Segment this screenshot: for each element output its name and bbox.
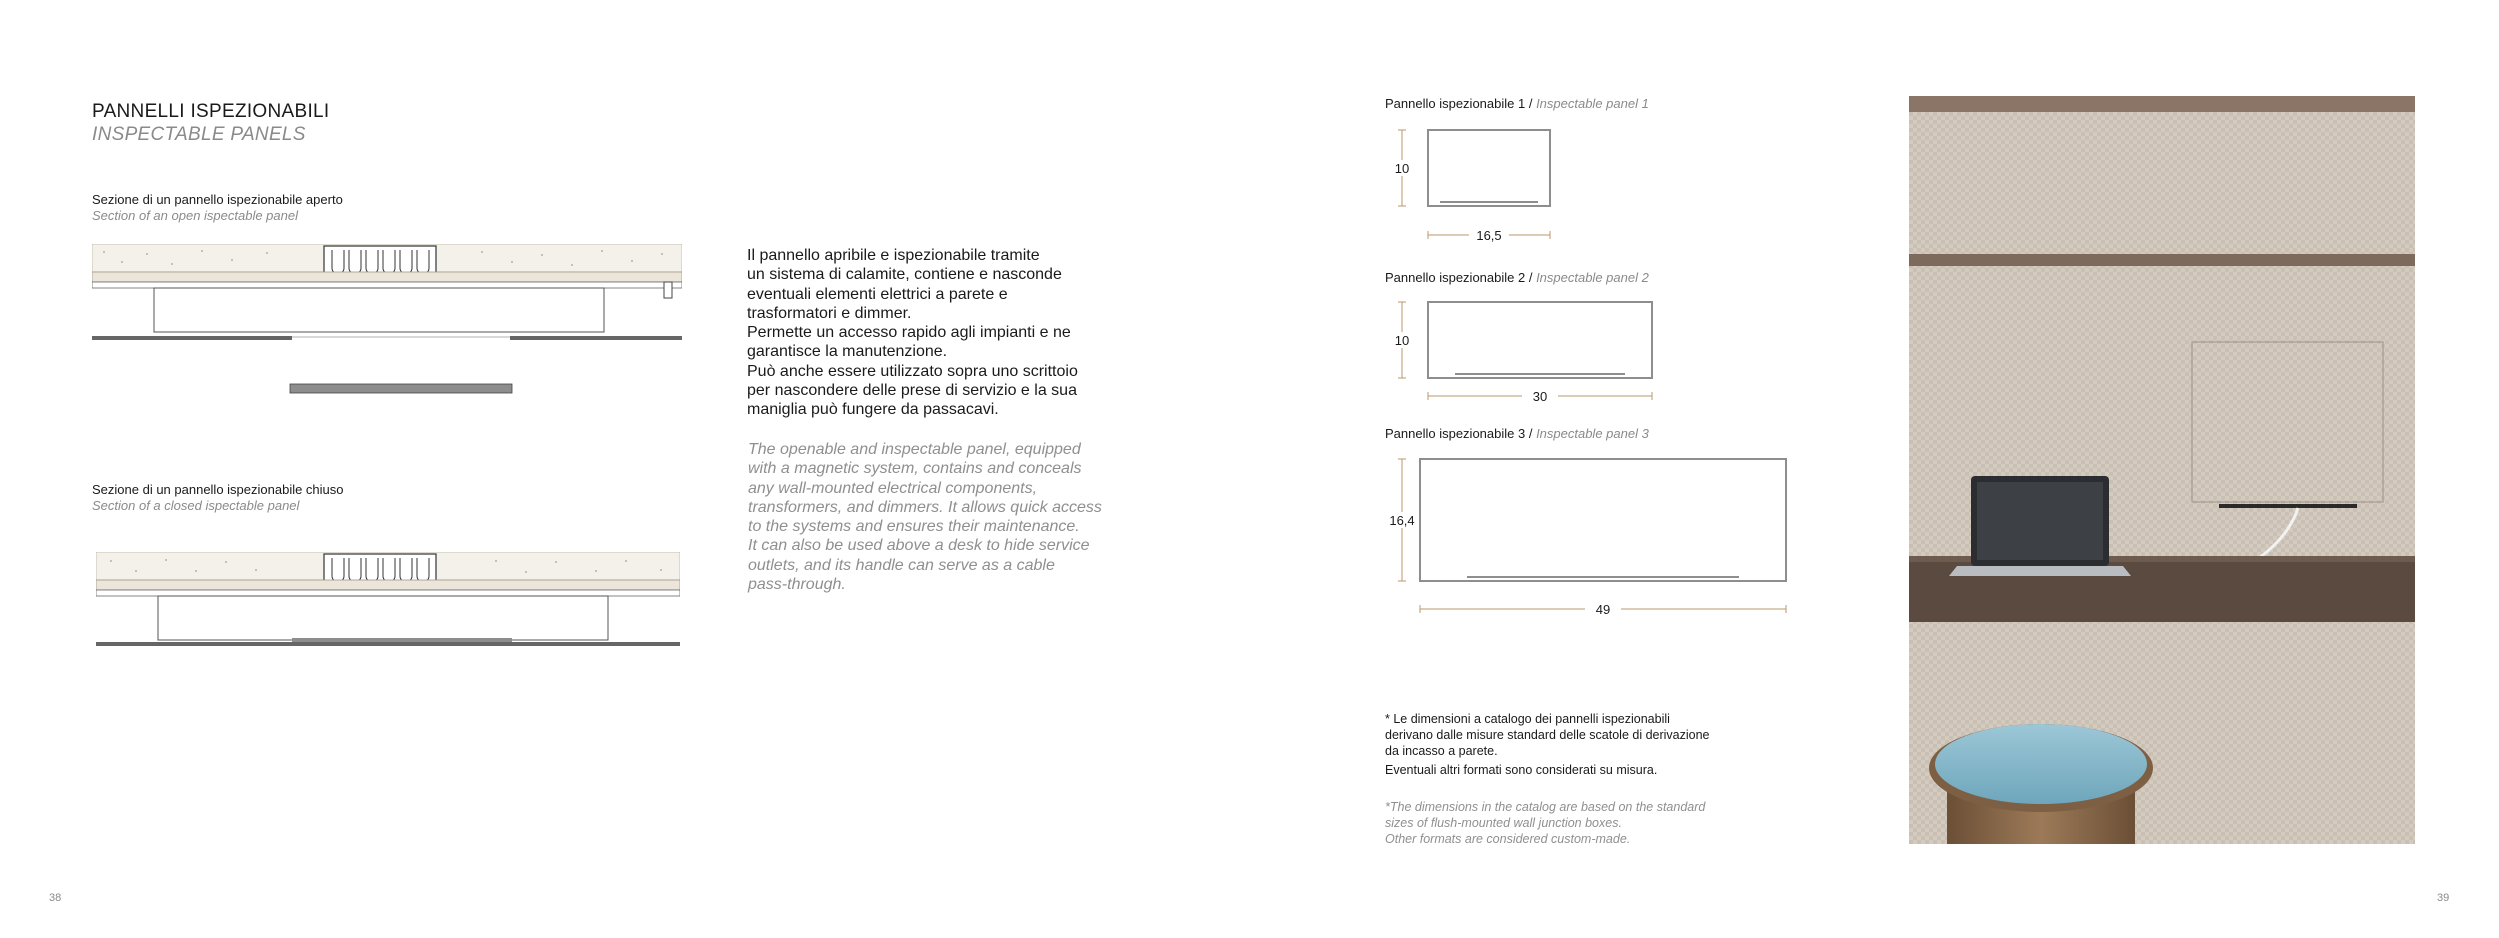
description-en-line: The openable and inspectable panel, equipped bbox=[748, 441, 1081, 458]
panel-2-height-label: 10 bbox=[1394, 333, 1410, 348]
closed-panel-face bbox=[96, 642, 680, 646]
detached-panel bbox=[290, 384, 512, 393]
description-it-line: Il pannello apribile e ispezionabile tramite bbox=[747, 247, 1040, 264]
panel-handle-slot bbox=[2219, 504, 2357, 508]
section-closed-label-en: Section of a closed ispectable panel bbox=[92, 498, 300, 513]
panel-1-width-label: 16,5 bbox=[1476, 228, 1502, 243]
description-it-line: eventuali elementi elettrici a parete e bbox=[747, 285, 1008, 303]
description-en-line: any wall-mounted electrical components, bbox=[748, 479, 1038, 497]
panel-cavity bbox=[154, 288, 604, 332]
description-it-line: trasformatori e dimmer. bbox=[747, 304, 912, 322]
panel-2-diagram bbox=[1385, 294, 1665, 408]
page-title: PANNELLI ISPEZIONABILI bbox=[92, 101, 330, 122]
description-en-line: transformers, and dimmers. It allows quick access bbox=[748, 498, 1102, 516]
description-en-line: to the systems and ensures their maintenance. bbox=[748, 518, 1080, 536]
top-shelf bbox=[1909, 96, 2415, 112]
description-en bbox=[748, 440, 1102, 594]
description-it-line: per nascondere delle prese di servizio e la sua bbox=[747, 382, 1077, 400]
laptop-base bbox=[1949, 566, 2131, 576]
section-open-caption bbox=[92, 192, 343, 224]
section-closed-caption bbox=[92, 482, 344, 514]
panel-2-title: Pannello ispezionabile 2 / Inspectable panel 2 bbox=[1385, 270, 1649, 285]
note-it bbox=[1385, 711, 1710, 778]
panel-1-title: Pannello ispezionabile 1 / Inspectable panel 1 bbox=[1385, 96, 1649, 111]
panel-2-frame bbox=[1428, 302, 1652, 378]
description-en-line: It can also be used above a desk to hide service bbox=[748, 537, 1090, 555]
description-it-line: Può anche essere utilizzato sopra uno scrittoio bbox=[747, 362, 1078, 380]
interior-photo bbox=[1909, 96, 2415, 844]
panel-3-diagram bbox=[1385, 452, 1795, 626]
panel-cavity bbox=[158, 596, 608, 640]
edge-profile bbox=[664, 282, 672, 298]
panel-3-title: Pannello ispezionabile 3 / Inspectable panel 3 bbox=[1385, 426, 1649, 441]
panel-2-title-it: Pannello ispezionabile 2 bbox=[1385, 270, 1526, 285]
panel-3-width-label: 49 bbox=[1595, 602, 1611, 617]
panel-2-title-en: Inspectable panel 2 bbox=[1536, 270, 1649, 285]
description-it bbox=[747, 246, 1078, 420]
section-closed-label: Sezione di un pannello ispezionabile chiuso bbox=[92, 482, 344, 497]
panel-handle bbox=[292, 638, 512, 642]
frame-rail bbox=[92, 282, 682, 288]
panel-3-title-en: Inspectable panel 3 bbox=[1536, 426, 1649, 441]
page-title-block bbox=[92, 100, 330, 146]
closed-panel-section-drawing bbox=[96, 552, 680, 662]
panel-1-title-it: Pannello ispezionabile 1 bbox=[1385, 96, 1526, 111]
panel-3-title-it: Pannello ispezionabile 3 bbox=[1385, 426, 1526, 441]
panel-1-frame bbox=[1428, 130, 1550, 206]
panel-1-diagram bbox=[1385, 120, 1565, 250]
middle-shelf bbox=[1909, 254, 2415, 266]
frame-top bbox=[92, 272, 682, 282]
panel-3-height-label: 16,4 bbox=[1389, 513, 1415, 528]
panel-right-leaf bbox=[510, 336, 682, 340]
frame-rail bbox=[96, 590, 680, 596]
frame-top bbox=[96, 580, 680, 590]
panel-left-leaf bbox=[92, 336, 292, 340]
note-it-line: derivano dalle misure standard delle scatole di derivazione bbox=[1385, 728, 1710, 742]
pouf-cushion bbox=[1935, 724, 2147, 804]
note-en bbox=[1385, 799, 1705, 847]
description-en-line: pass-through. bbox=[748, 576, 846, 594]
panel-1-title-en: Inspectable panel 1 bbox=[1536, 96, 1649, 111]
note-it-line: * Le dimensioni a catalogo dei pannelli ispezionabili bbox=[1385, 712, 1670, 726]
panel-1-height-label: 10 bbox=[1394, 161, 1410, 176]
page-number-left: 38 bbox=[49, 892, 62, 904]
note-en-line: *The dimensions in the catalog are based on the standard bbox=[1385, 800, 1706, 814]
description-en-line: outlets, and its handle can serve as a cable bbox=[748, 556, 1055, 574]
section-open-label: Sezione di un pannello ispezionabile aperto bbox=[92, 192, 343, 207]
open-panel-section-drawing bbox=[92, 244, 682, 424]
note-en-line: sizes of flush-mounted wall junction boxes. bbox=[1385, 816, 1622, 830]
panel-2-width-label: 30 bbox=[1532, 389, 1548, 404]
description-it-line: garantisce la manutenzione. bbox=[747, 343, 948, 361]
note-en-line: Other formats are considered custom-made. bbox=[1385, 832, 1631, 846]
description-en-line: with a magnetic system, contains and conceals bbox=[748, 460, 1082, 478]
page-number-right: 39 bbox=[2437, 892, 2450, 904]
description-it-line: Permette un accesso rapido agli impianti e ne bbox=[747, 324, 1071, 342]
note-it-extra: Eventuali altri formati sono considerati su misura. bbox=[1385, 763, 1658, 777]
description-it-line: un sistema di calamite, contiene e nasconde bbox=[747, 266, 1062, 284]
page-subtitle: INSPECTABLE PANELS bbox=[92, 124, 306, 145]
note-it-line: da incasso a parete. bbox=[1385, 744, 1498, 758]
description-it-line: maniglia può fungere da passacavi. bbox=[747, 401, 999, 419]
section-open-label-en: Section of an open ispectable panel bbox=[92, 208, 298, 223]
panel-3-frame bbox=[1420, 459, 1786, 581]
